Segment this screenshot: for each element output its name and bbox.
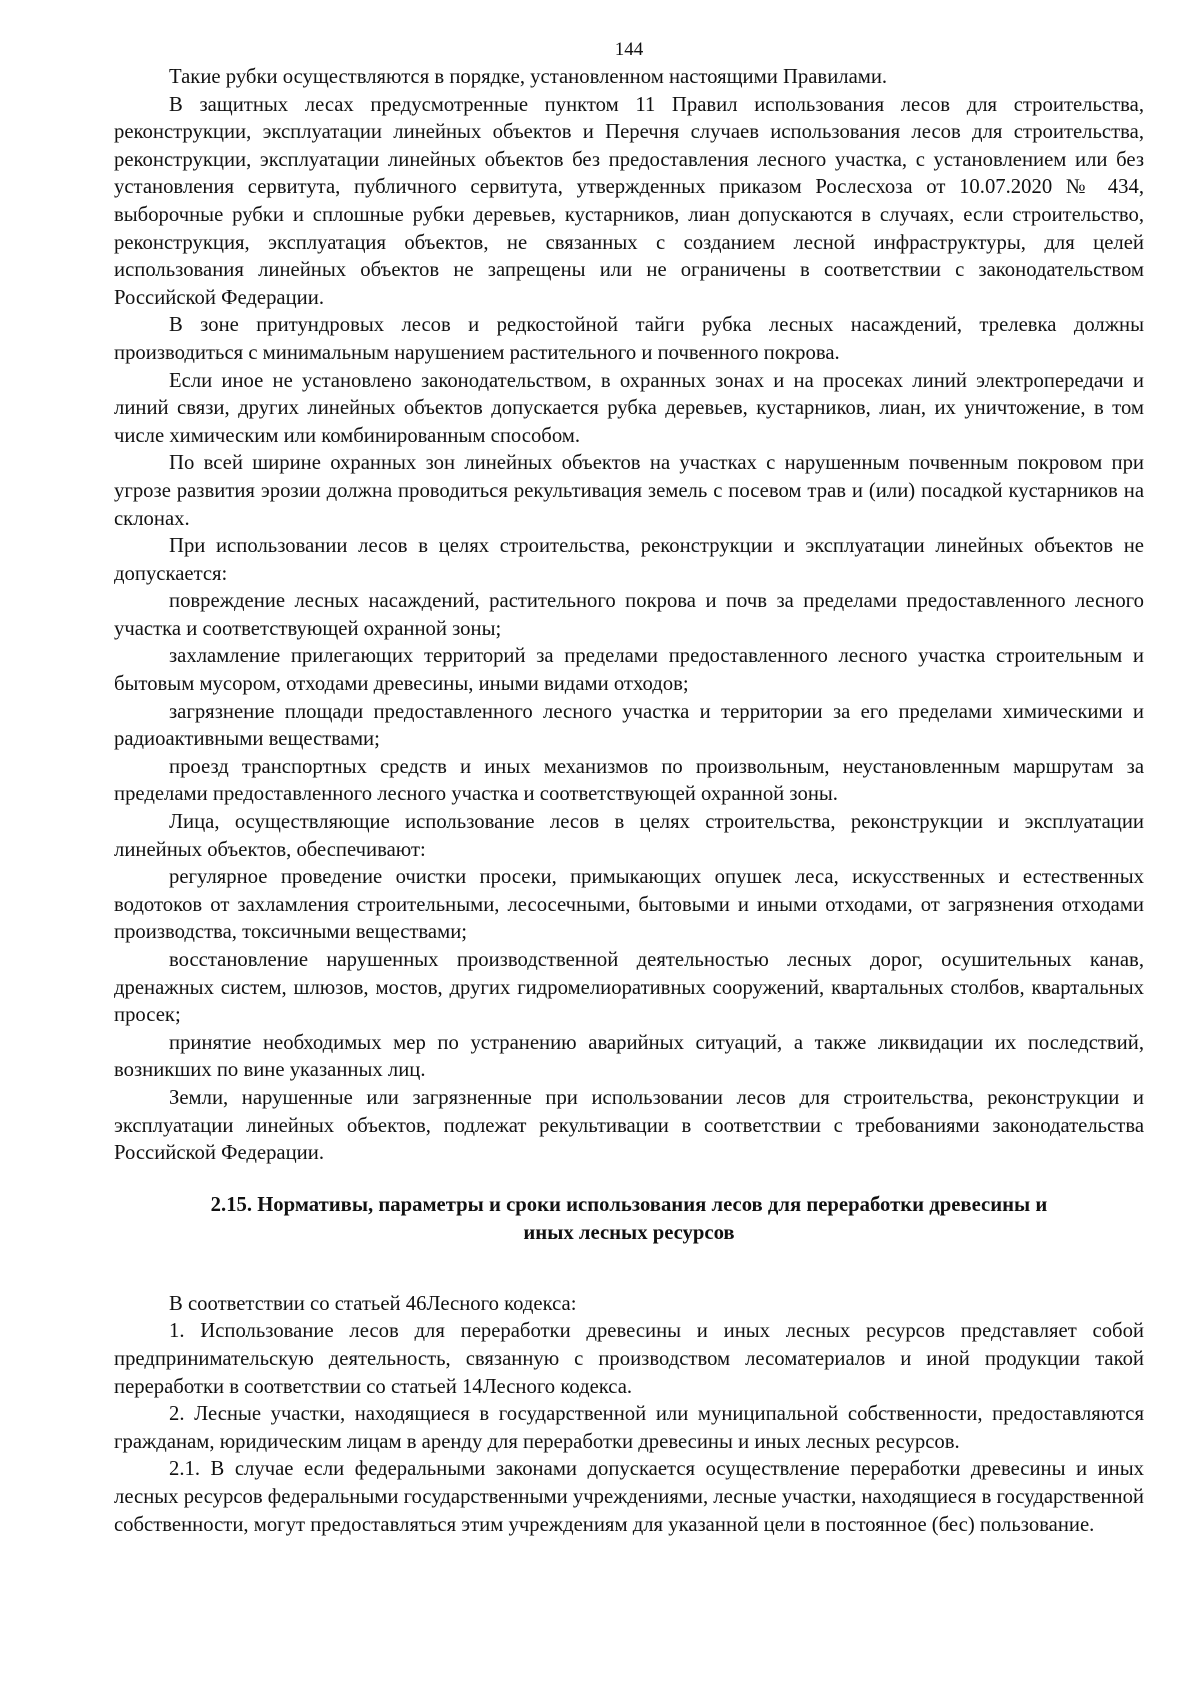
paragraph-rubki-order: Такие рубки осуществляются в порядке, установленном настоящими Правилами. (169, 66, 888, 88)
list-item-littering: захламление прилегающих территорий за пределами предоставленного лесного участка строительным и бытовым мусором, отходами древесины, иными видами отходов; (114, 645, 1144, 696)
paragraph-protection-zones: Если иное не установлено законодательством, в охранных зонах и на просеках линий электропередачи и линий связи, других линейных объектов допускается рубка деревьев, кустарников, лиан, их уничтожение, в том числе химическим или комбинированным способом. (114, 369, 1144, 447)
paragraph-article-46: В соответствии со статьей 46Лесного кодекса: (169, 1292, 577, 1315)
section-heading-line-1: 2.15. Нормативы, параметры и сроки использования лесов для переработки древесины и (210, 1193, 1048, 1216)
section-heading (114, 1191, 1144, 1247)
paragraph-point-2: 2. Лесные участки, находящиеся в государственной или муниципальной собственности, предоставляются гражданам, юридическим лицам в аренду для переработки древесины и иных лесных ресурсов. (114, 1403, 1144, 1453)
paragraph-pritundra-zone: В зоне притундровых лесов и редкостойной тайги рубка лесных насаждений, трелевка должны производиться с минимальным нарушением растительного и почвенного покрова. (114, 314, 1144, 364)
list-item-pollution: загрязнение площади предоставленного лесного участка и территории за его пределами химическими и радиоактивными веществами; (114, 700, 1144, 751)
paragraph-not-allowed-intro: При использовании лесов в целях строительства, реконструкции и эксплуатации линейных объектов не допускается: (114, 535, 1144, 585)
paragraph-recultivation-erosion: По всей ширине охранных зон линейных объектов на участках с нарушенным почвенным покровом при угрозе развития эрозии должна проводиться рекультивация земель с посевом трав и (или) посадкой кустарников на склонах. (114, 452, 1144, 530)
section-heading-line-2: иных лесных ресурсов (523, 1221, 735, 1244)
page-number: 144 (614, 39, 644, 60)
paragraph-obligations-intro: Лица, осуществляющие использование лесов в целях строительства, реконструкции и эксплуатации линейных объектов, обеспечивают: (114, 811, 1144, 861)
paragraph-protective-forests: В защитных лесах предусмотренные пунктом 11 Правил использования лесов для строительства, реконструкции, эксплуатации линейных объектов и Перечня случаев использования лесов для строительства, реконструкции, эксплуатации линейных объектов без предоставления лесного участка, с установлением или без установления сервитута, публичного сервитута, утвержденных приказом Рослесхоза от 10.07.2020 № 434, выборочные рубки и сплошные рубки деревьев, кустарников, лиан допускаются в случаях, если строительство, реконструкция, эксплуатация объектов, не связанных с созданием лесной инфраструктуры, для целей использования линейных объектов не запрещены или не ограничены в соответствии с законодательством Российской Федерации. (114, 93, 1144, 309)
list-item-emergency-measures: принятие необходимых мер по устранению аварийных ситуаций, а также ликвидации их последствий, возникших по вине указанных лиц. (114, 1031, 1144, 1082)
paragraph-point-1: 1. Использование лесов для переработки древесины и иных лесных ресурсов представляет собой предпринимательскую деятельность, связанную с производством лесоматериалов и иной продукции такой переработки в соответствии со статьей 14Лесного кодекса. (114, 1320, 1144, 1398)
list-item-cleaning: регулярное проведение очистки просеки, примыкающих опушек леса, искусственных и естественных водотоков от захламления строительными, лесосечными, бытовыми и иными отходами, от загрязнения отходами производства, токсичными веществами; (114, 866, 1144, 944)
list-item-vehicle-passage: проезд транспортных средств и иных механизмов по произвольным, неустановленным маршрутам за пределами предоставленного лесного участка и соответствующей охранной зоны. (114, 755, 1144, 806)
paragraph-point-2-1: 2.1. В случае если федеральными законами допускается осуществление переработки древесины и иных лесных ресурсов федеральными государственными учреждениями, лесные участки, находящиеся в государственной собственности, могут предоставляться этим учреждениям для указанной цели в постоянное (бес) пользование. (114, 1458, 1144, 1536)
list-item-damage: повреждение лесных насаждений, растительного покрова и почв за пределами предоставленного лесного участка и соответствующей охранной зоны; (114, 590, 1144, 640)
paragraph-lands-recultivation: Земли, нарушенные или загрязненные при использовании лесов для строительства, реконструкции и эксплуатации линейных объектов, подлежат рекультивации в соответствии с требованиями законодательства Российской Федерации. (114, 1086, 1144, 1165)
list-item-restoration: восстановление нарушенных производственной деятельностью лесных дорог, осушительных канав, дренажных систем, шлюзов, мостов, других гидромелиоративных сооружений, квартальных столбов, квартальных просек; (114, 949, 1144, 1027)
